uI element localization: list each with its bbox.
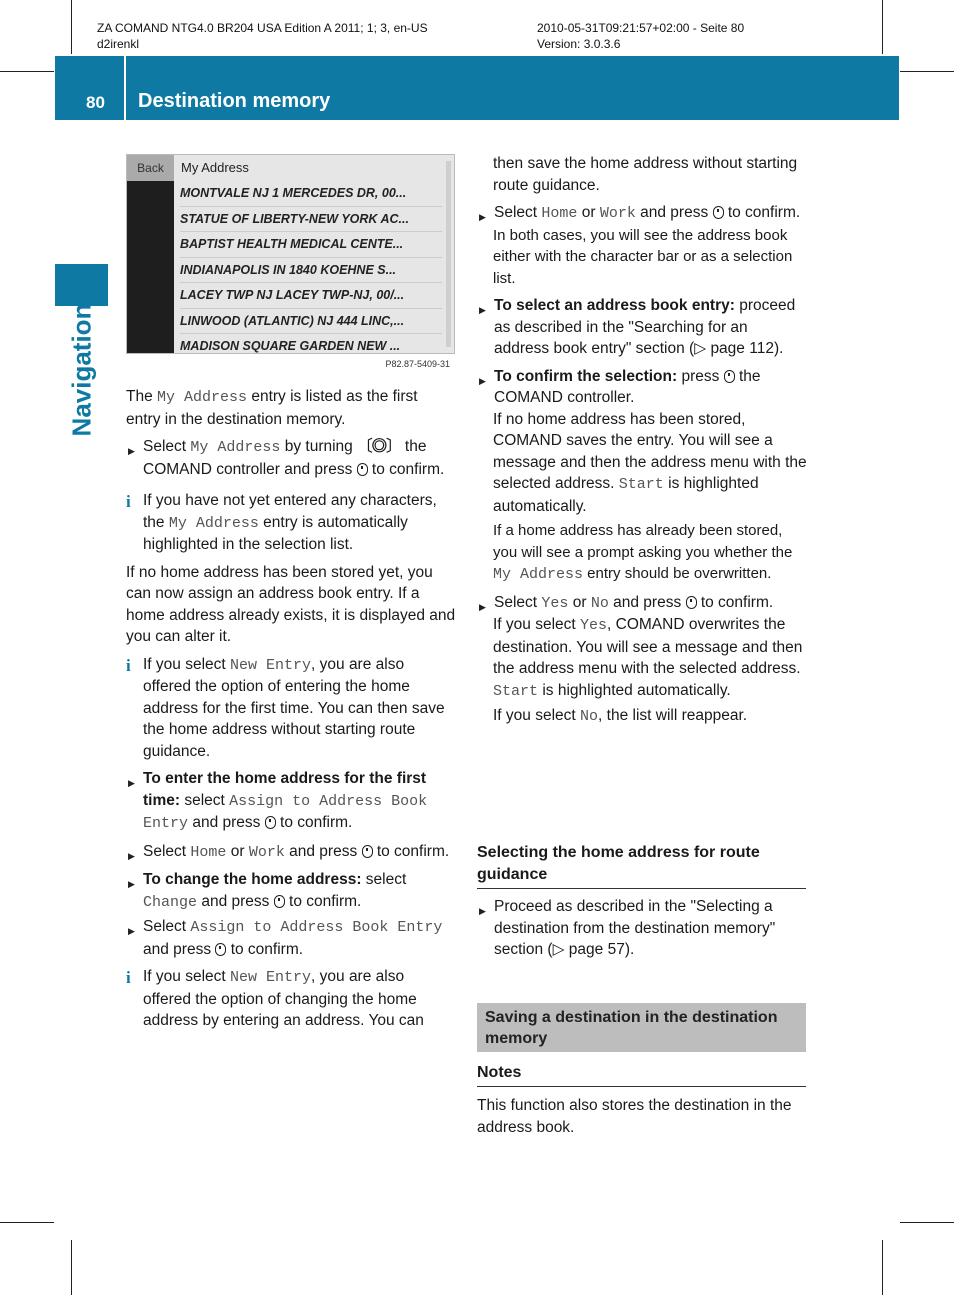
- step-enter-home: ▶ To enter the home address for the first time: select Assign to Address Book Entry and press to confirm.: [126, 768, 456, 835]
- page-number: 80: [86, 93, 105, 112]
- section-heading-box: Saving a destination in the destination memory: [477, 1003, 806, 1052]
- crop-mark: [882, 0, 883, 54]
- screen-address-list: [180, 181, 442, 354]
- step-select-my-address: ▶ Select My Address by turning 〔◎〕 the COMAND controller and press to confirm.: [126, 436, 456, 480]
- crop-mark: [882, 1240, 883, 1295]
- section-title: Destination memory: [138, 90, 331, 112]
- screen-scrollbar: [446, 161, 451, 347]
- intro-paragraph: The My Address entry is listed as the first entry in the destination memory.: [126, 388, 418, 428]
- body-paragraph: If no home address has been stored yet, you can now assign an address book entry. If a home address already exists, it is displayed and you can alter it.: [126, 563, 456, 645]
- step-select-entry: ▶ To select an address book entry: proceed as described in the "Searching for an address book entry" section (▷ page 112).: [477, 295, 807, 360]
- comand-screenshot: [126, 154, 455, 354]
- side-tab-label: Navigation: [66, 303, 97, 437]
- info-icon: i: [126, 968, 131, 987]
- step-assign-entry: ▶ Select Assign to Address Book Entry and press to confirm.: [126, 916, 456, 960]
- route-step: [477, 896, 807, 961]
- step-result: If you select Yes, COMAND overwrites the destination. You will see a message and then the address menu with the selected address. Start is highlighted automatically.: [493, 616, 803, 700]
- list-item: MONTVALE NJ 1 MERCEDES DR, 00...: [180, 181, 442, 207]
- press-knob-icon: [274, 895, 285, 908]
- notes-text: This function also stores the destination in the address book.: [477, 1097, 792, 1136]
- step-select-home-work: ▶ Select Home or Work and press to confirm.: [477, 202, 807, 225]
- image-code: P82.87-5409-31: [385, 359, 450, 369]
- doc-meta-line: Version: 3.0.3.6: [537, 37, 621, 51]
- side-tab-block: [55, 264, 108, 306]
- notes-heading: Notes: [477, 1062, 806, 1087]
- info-note: i If you have not yet entered any characters, the My Address entry is automatically highlighted in the selection list.: [126, 492, 437, 553]
- doc-meta-line: 2010-05-31T09:21:57+02:00 - Seite 80: [537, 21, 745, 35]
- left-column: [126, 386, 456, 1032]
- info-icon: i: [126, 492, 131, 511]
- press-knob-icon: [357, 463, 368, 476]
- screen-title: My Address: [181, 160, 249, 175]
- crop-mark: [71, 1240, 72, 1295]
- step-select-yes-no: ▶ Select Yes or No and press to confirm.: [477, 592, 807, 615]
- doc-meta-line: ZA COMAND NTG4.0 BR204 USA Edition A 2011; 1; 3, en-US: [97, 21, 428, 35]
- screen-left-panel: [127, 155, 174, 354]
- crop-mark: [0, 1222, 54, 1223]
- press-knob-icon: [686, 596, 697, 609]
- press-knob-icon: [362, 845, 373, 858]
- info-note: i If you select New Entry, you are also offered the option of entering the home address for the first time. You can then save the home address without starting route guidance.: [126, 655, 445, 760]
- press-knob-icon: [713, 206, 724, 219]
- doc-meta-line: d2irenkl: [97, 37, 140, 51]
- rotary-icon: 〔◎〕: [357, 438, 401, 455]
- info-note: i If you select New Entry, you are also offered the option of changing the home address by entering an address. You can: [126, 968, 424, 1029]
- list-item: BAPTIST HEALTH MEDICAL CENTE...: [180, 232, 442, 258]
- crop-mark: [900, 71, 954, 72]
- list-item: LACEY TWP NJ LACEY TWP-NJ, 00/...: [180, 283, 442, 309]
- crop-mark: [900, 1222, 954, 1223]
- crop-mark: [71, 0, 72, 54]
- step-change-home: ▶ To change the home address: select Change and press to confirm.: [126, 869, 456, 913]
- step-confirm-selection: ▶ To confirm the selection: press the COMAND controller.: [477, 366, 807, 409]
- screen-back-button: Back: [127, 155, 174, 181]
- continued-text: then save the home address without starting route guidance.: [493, 155, 798, 194]
- step-result: If a home address has already been stored, you will see a prompt asking you whether the My Address entry should be overwritten.: [493, 522, 793, 583]
- step-result: In both cases, you will see the address book either with the character bar or as a selection list.: [493, 226, 793, 287]
- step-result: If you select No, the list will reappear.: [493, 707, 748, 725]
- list-item: STATUE OF LIBERTY-NEW YORK AC...: [180, 207, 442, 233]
- step-proceed: ▶ Proceed as described in the "Selecting a destination from the destination memory" section (▷ page 57).: [477, 896, 807, 961]
- info-icon: i: [126, 655, 131, 675]
- header-divider: [124, 56, 126, 120]
- doc-meta-left: [97, 20, 428, 52]
- subsection-heading: Selecting the home address for route guidance: [477, 842, 806, 889]
- step-select-home-work: ▶ Select Home or Work and press to confirm.: [126, 841, 456, 864]
- right-column: [477, 153, 807, 728]
- step-result: If no home address has been stored, COMAND saves the entry. You will see a message and then the address menu with the selected address. Start is highlighted automatically.: [493, 410, 807, 515]
- press-knob-icon: [265, 816, 276, 829]
- list-item: INDIANAPOLIS IN 1840 KOEHNE S...: [180, 258, 442, 284]
- crop-mark: [0, 71, 54, 72]
- list-item: MADISON SQUARE GARDEN NEW ...: [180, 334, 442, 354]
- press-knob-icon: [724, 370, 735, 383]
- list-item: LINWOOD (ATLANTIC) NJ 444 LINC,...: [180, 309, 442, 335]
- press-knob-icon: [215, 943, 226, 956]
- doc-meta-right: [537, 20, 744, 52]
